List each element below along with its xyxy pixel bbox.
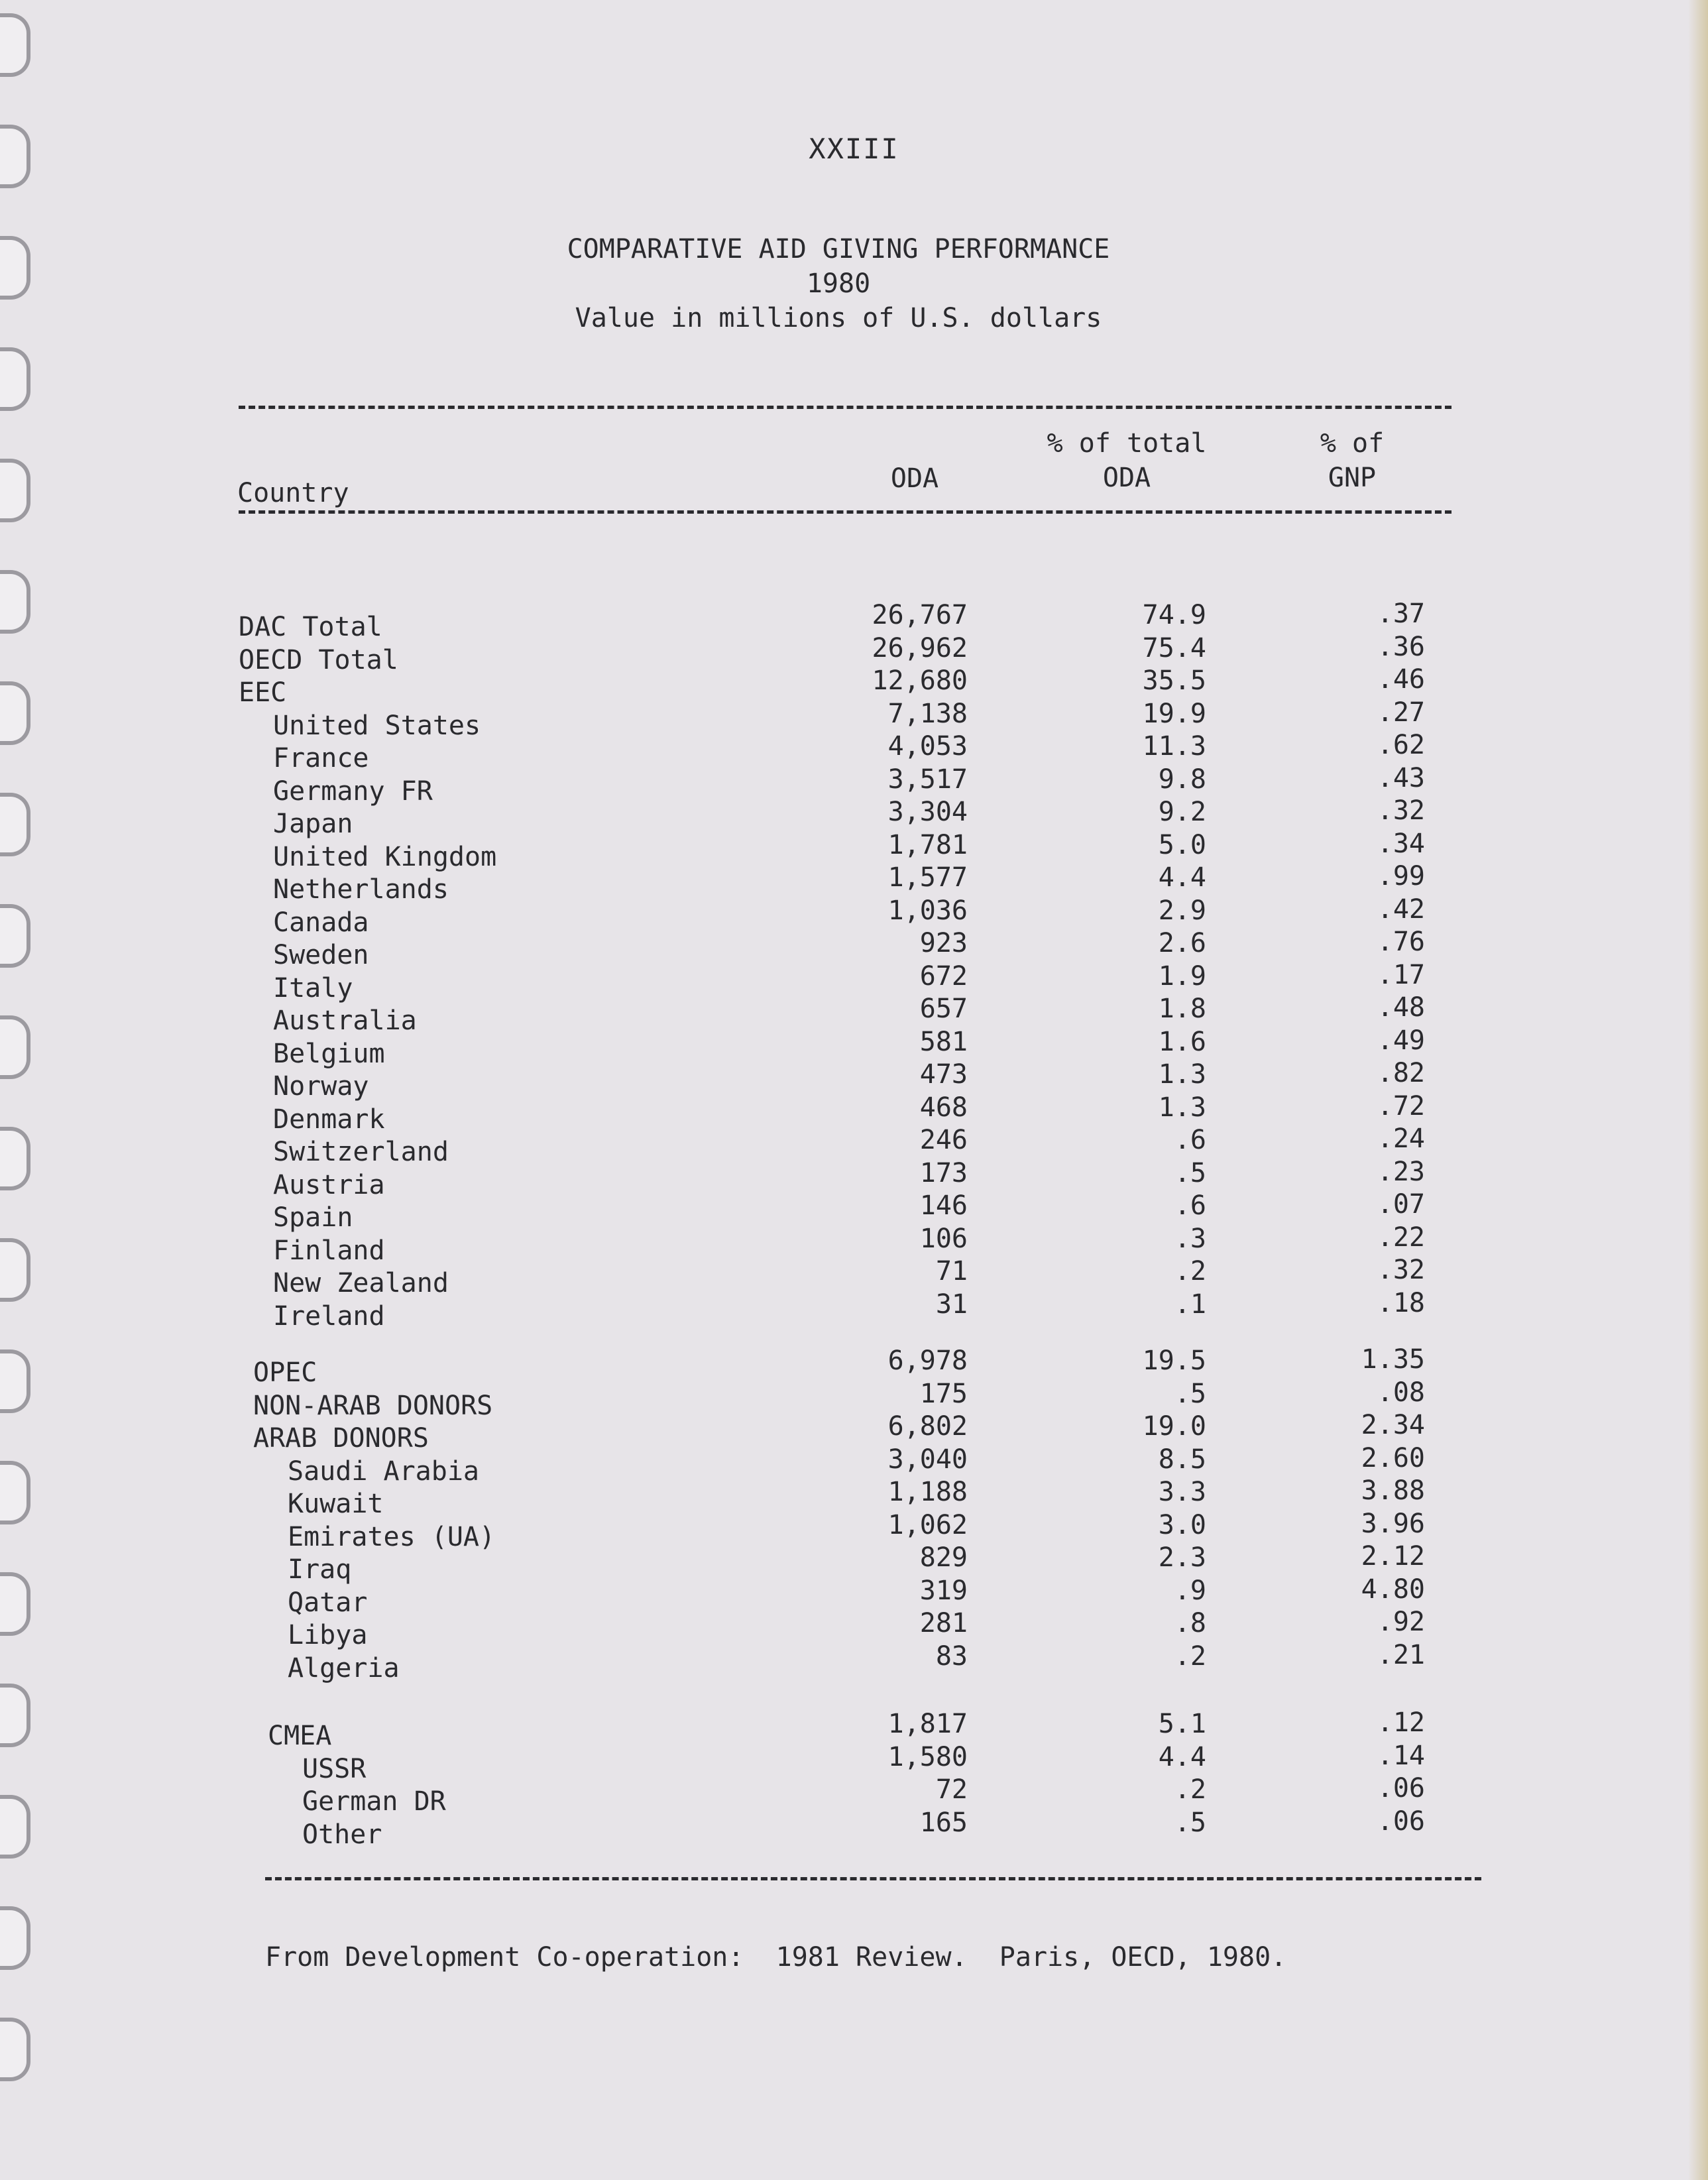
row-pct-total: 1.8 <box>1158 994 1206 1024</box>
row-pct-gnp: .48 <box>1377 992 1425 1023</box>
binding-ring <box>0 1238 30 1302</box>
row-pct-total: 19.5 <box>1142 1346 1206 1376</box>
row-country: ARAB DONORS <box>253 1423 429 1454</box>
row-oda: 6,978 <box>887 1346 968 1376</box>
header-pct-gnp-line-2: GNP <box>1328 463 1377 493</box>
binding-ring <box>0 13 30 77</box>
row-pct-total: 9.2 <box>1158 797 1206 827</box>
row-pct-gnp: .92 <box>1377 1607 1425 1637</box>
title-line-3: Value in millions of U.S. dollars <box>575 303 1102 333</box>
binding-ring <box>0 459 30 522</box>
row-country: DAC Total <box>239 612 382 642</box>
row-pct-gnp: .32 <box>1377 1255 1425 1285</box>
page-label: XXIII <box>809 133 899 165</box>
row-oda: 175 <box>919 1378 968 1409</box>
row-oda: 146 <box>919 1190 968 1221</box>
row-pct-total: 75.4 <box>1142 632 1206 663</box>
row-pct-gnp: .08 <box>1377 1377 1425 1408</box>
row-oda: 1,188 <box>887 1477 968 1507</box>
row-oda: 165 <box>919 1807 968 1838</box>
row-oda: 7,138 <box>887 698 968 729</box>
row-pct-gnp: .62 <box>1377 730 1425 760</box>
row-pct-total: 19.0 <box>1142 1411 1206 1442</box>
row-pct-total: 19.9 <box>1142 698 1206 729</box>
row-oda: 829 <box>919 1542 968 1573</box>
row-pct-total: .9 <box>1174 1575 1206 1606</box>
binding-ring <box>0 570 30 634</box>
row-oda: 581 <box>919 1026 968 1057</box>
row-oda: 4,053 <box>887 731 968 762</box>
header-oda: ODA <box>890 463 939 494</box>
row-oda: 173 <box>919 1157 968 1188</box>
row-pct-gnp: .32 <box>1377 795 1425 826</box>
binding-ring <box>0 1349 30 1413</box>
row-pct-gnp: .22 <box>1377 1222 1425 1253</box>
row-country: France <box>273 743 369 774</box>
row-pct-total: 1.6 <box>1158 1026 1206 1057</box>
row-country: USSR <box>302 1753 367 1784</box>
row-pct-gnp: .27 <box>1377 697 1425 728</box>
row-pct-gnp: .24 <box>1377 1123 1425 1154</box>
row-pct-gnp: 3.96 <box>1361 1508 1425 1539</box>
row-oda: 26,962 <box>872 632 968 663</box>
row-oda: 3,040 <box>887 1444 968 1475</box>
row-pct-total: 1.3 <box>1158 1092 1206 1123</box>
row-pct-gnp: .14 <box>1377 1740 1425 1771</box>
row-oda: 672 <box>919 960 968 992</box>
header-pct-total-line-2: ODA <box>1102 463 1151 493</box>
row-country: Italy <box>273 972 353 1004</box>
title-line-2: 1980 <box>806 268 871 299</box>
row-pct-total: .2 <box>1174 1640 1206 1672</box>
row-pct-gnp: .37 <box>1377 599 1425 629</box>
row-country: Ireland <box>273 1300 385 1332</box>
row-pct-gnp: .43 <box>1377 762 1425 793</box>
row-oda: 12,680 <box>872 665 968 696</box>
row-oda: 1,062 <box>887 1509 968 1540</box>
row-pct-total: .8 <box>1174 1608 1206 1638</box>
row-country: Austria <box>273 1169 385 1200</box>
row-pct-gnp: .99 <box>1377 861 1425 891</box>
page-edge <box>1688 0 1708 2180</box>
row-pct-total: 35.5 <box>1142 665 1206 696</box>
row-pct-gnp: 1.35 <box>1361 1344 1425 1375</box>
row-oda: 319 <box>919 1575 968 1606</box>
row-pct-total: 4.4 <box>1158 1741 1206 1772</box>
row-country: Kuwait <box>288 1489 384 1519</box>
binding-ring <box>0 1572 30 1636</box>
row-country: Belgium <box>273 1038 385 1069</box>
header-bottom-rule <box>239 510 1452 514</box>
row-pct-gnp: .46 <box>1377 664 1425 695</box>
row-pct-total: .6 <box>1174 1125 1206 1155</box>
row-country: Sweden <box>273 940 369 970</box>
row-pct-gnp: 3.88 <box>1361 1475 1425 1506</box>
row-pct-gnp: .76 <box>1377 927 1425 957</box>
row-pct-total: .5 <box>1174 1807 1206 1838</box>
binding-ring <box>0 1795 30 1859</box>
row-country: OPEC <box>253 1357 317 1388</box>
row-pct-gnp: .82 <box>1377 1058 1425 1088</box>
binding-ring <box>0 904 30 968</box>
row-country: United Kingdom <box>273 841 497 872</box>
row-pct-total: .2 <box>1174 1774 1206 1805</box>
row-oda: 1,036 <box>887 895 968 926</box>
row-country: Switzerland <box>273 1137 449 1167</box>
row-pct-gnp: .42 <box>1377 893 1425 925</box>
row-oda: 1,580 <box>887 1741 968 1772</box>
row-pct-total: 1.9 <box>1158 960 1206 992</box>
row-oda: 1,817 <box>887 1709 968 1739</box>
row-country: Emirates (UA) <box>288 1521 496 1552</box>
binding-ring <box>0 793 30 856</box>
row-country: New Zealand <box>273 1268 449 1298</box>
row-oda: 71 <box>935 1256 968 1287</box>
header-pct-gnp-line-1: % of <box>1320 428 1385 459</box>
row-country: Netherlands <box>273 874 449 905</box>
row-pct-total: .6 <box>1174 1190 1206 1221</box>
row-pct-gnp: .07 <box>1377 1189 1425 1220</box>
row-oda: 1,781 <box>887 829 968 860</box>
binding-ring <box>0 1015 30 1079</box>
row-pct-gnp: .72 <box>1377 1090 1425 1121</box>
header-pct-total-line-1: % of total <box>1047 428 1207 459</box>
row-pct-total: 1.3 <box>1158 1059 1206 1090</box>
row-pct-total: .3 <box>1174 1223 1206 1254</box>
row-pct-total: 9.8 <box>1158 764 1206 795</box>
row-pct-gnp: .18 <box>1377 1287 1425 1318</box>
row-pct-gnp: 4.80 <box>1361 1574 1425 1605</box>
row-pct-total: 2.6 <box>1158 928 1206 958</box>
header-top-rule <box>239 406 1452 409</box>
row-pct-gnp: .12 <box>1377 1707 1425 1738</box>
row-oda: 281 <box>919 1608 968 1638</box>
row-country: EEC <box>239 677 287 708</box>
row-pct-total: 5.1 <box>1158 1709 1206 1739</box>
row-pct-total: 74.9 <box>1142 600 1206 630</box>
row-oda: 3,304 <box>887 797 968 827</box>
row-pct-total: 5.0 <box>1158 829 1206 860</box>
row-oda: 31 <box>935 1289 968 1320</box>
binding-ring <box>0 1127 30 1190</box>
binding-ring <box>0 1461 30 1524</box>
binding-ring <box>0 1906 30 1970</box>
row-country: NON-ARAB DONORS <box>253 1390 493 1421</box>
row-pct-gnp: .06 <box>1377 1773 1425 1804</box>
row-country: German DR <box>302 1786 446 1817</box>
row-country: Australia <box>273 1005 417 1036</box>
row-oda: 106 <box>919 1223 968 1254</box>
row-oda: 3,517 <box>887 764 968 795</box>
row-pct-gnp: .06 <box>1377 1806 1425 1837</box>
row-pct-total: .5 <box>1174 1157 1206 1188</box>
row-country: Finland <box>273 1235 385 1266</box>
row-pct-gnp: .17 <box>1377 959 1425 990</box>
title-line-1: COMPARATIVE AID GIVING PERFORMANCE <box>567 234 1110 264</box>
row-country: OECD Total <box>239 644 398 675</box>
row-pct-gnp: 2.34 <box>1361 1410 1425 1440</box>
header-pct-gnp <box>1279 426 1425 495</box>
row-pct-gnp: 2.12 <box>1361 1541 1425 1572</box>
binding-ring <box>0 347 30 411</box>
row-country: Libya <box>288 1620 368 1650</box>
row-pct-total: 3.0 <box>1158 1509 1206 1540</box>
table-title <box>424 232 1253 335</box>
row-pct-total: 8.5 <box>1158 1444 1206 1475</box>
binding-ring <box>0 681 30 745</box>
row-oda: 246 <box>919 1125 968 1155</box>
binding-ring <box>0 1684 30 1747</box>
row-pct-gnp: .36 <box>1377 631 1425 662</box>
row-country: Spain <box>273 1202 353 1233</box>
row-country: Denmark <box>273 1104 385 1135</box>
row-pct-gnp: .21 <box>1377 1639 1425 1670</box>
table-bottom-rule <box>265 1877 1481 1880</box>
row-pct-gnp: .23 <box>1377 1156 1425 1187</box>
row-pct-total: 4.4 <box>1158 862 1206 893</box>
row-country: Canada <box>273 907 369 938</box>
header-country: Country <box>237 478 349 508</box>
row-pct-total: 2.9 <box>1158 895 1206 926</box>
row-oda: 923 <box>919 928 968 958</box>
header-pct-total <box>994 426 1259 495</box>
row-country: CMEA <box>268 1721 332 1751</box>
row-country: United States <box>273 710 481 741</box>
row-country: Qatar <box>288 1587 368 1618</box>
row-country: Algeria <box>288 1652 400 1684</box>
row-oda: 1,577 <box>887 862 968 893</box>
row-pct-total: 3.3 <box>1158 1477 1206 1507</box>
row-oda: 83 <box>935 1640 968 1672</box>
row-country: Japan <box>273 809 353 839</box>
row-oda: 72 <box>935 1774 968 1805</box>
row-oda: 468 <box>919 1092 968 1123</box>
row-oda: 657 <box>919 994 968 1024</box>
row-country: Other <box>302 1819 382 1850</box>
row-pct-total: 11.3 <box>1142 731 1206 762</box>
row-pct-total: .5 <box>1174 1378 1206 1409</box>
row-oda: 473 <box>919 1059 968 1090</box>
binding-ring <box>0 236 30 300</box>
row-pct-total: .2 <box>1174 1256 1206 1287</box>
row-country: Saudi Arabia <box>288 1456 479 1487</box>
row-pct-gnp: 2.60 <box>1361 1442 1425 1473</box>
row-country: Norway <box>273 1071 369 1102</box>
row-oda: 26,767 <box>872 600 968 630</box>
row-pct-gnp: .49 <box>1377 1025 1425 1056</box>
row-pct-total: .1 <box>1174 1289 1206 1320</box>
row-country: Iraq <box>288 1554 352 1585</box>
row-pct-total: 2.3 <box>1158 1542 1206 1573</box>
binding-ring <box>0 2018 30 2081</box>
spiral-binding <box>0 0 73 2180</box>
row-oda: 6,802 <box>887 1411 968 1442</box>
row-country: Germany FR <box>273 775 433 807</box>
source-citation: From Development Co-operation: 1981 Review. Paris, OECD, 1980. <box>265 1942 1287 1973</box>
row-pct-gnp: .34 <box>1377 828 1425 859</box>
